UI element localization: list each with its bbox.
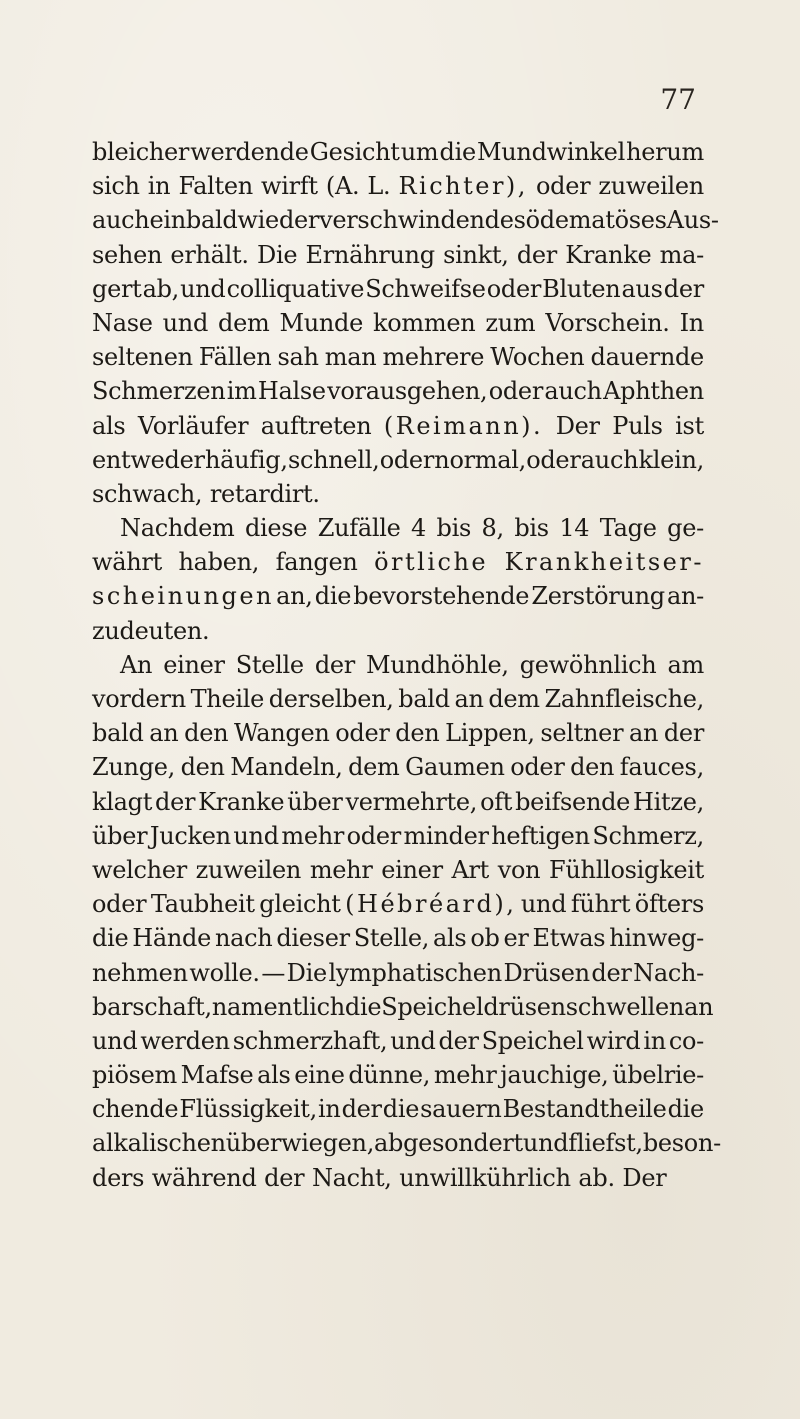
- text-line: [92, 443, 704, 477]
- word: überwiegen,: [225, 1129, 375, 1158]
- word: haben,: [178, 548, 260, 577]
- word: über: [287, 787, 343, 816]
- text-line: [92, 716, 704, 750]
- word: fliefst,: [568, 1129, 643, 1158]
- word: dem: [348, 753, 400, 782]
- word: ist: [675, 411, 704, 440]
- word: namentlich: [211, 992, 345, 1021]
- word: barschaft,: [92, 992, 212, 1021]
- word: bald: [398, 685, 450, 713]
- text-line: [92, 750, 704, 784]
- word: ödematöses: [525, 206, 667, 235]
- text-line: [92, 169, 704, 203]
- text-line: [92, 648, 704, 682]
- word: retardirt.: [209, 479, 320, 508]
- word: chende: [92, 1095, 179, 1124]
- word: dauernde: [590, 343, 704, 372]
- word: Der: [555, 411, 600, 440]
- text-line: [92, 579, 704, 613]
- word: werdende: [190, 138, 309, 166]
- word-gap: [144, 1161, 152, 1195]
- word: welcher: [92, 855, 187, 884]
- word: Bluten: [542, 274, 621, 303]
- word: zuweilen: [195, 855, 302, 884]
- word: dieser: [276, 924, 350, 953]
- word: an,: [276, 582, 313, 611]
- word: Lippen,: [445, 719, 535, 748]
- word: Wochen: [490, 343, 585, 372]
- word: Munde: [279, 308, 364, 337]
- word: Stelle: [235, 650, 304, 679]
- word: Hitze,: [633, 787, 704, 816]
- word: abgesondert: [374, 1129, 523, 1158]
- word: Der: [622, 1163, 667, 1192]
- text-line: [92, 887, 704, 921]
- word: als: [257, 1061, 291, 1090]
- word: (A.: [325, 172, 360, 201]
- word: In: [679, 308, 704, 337]
- word: derselben,: [268, 685, 394, 713]
- word: Jucken: [149, 821, 231, 850]
- word: bevorstehende: [353, 582, 530, 611]
- text-line: [92, 853, 704, 887]
- word: erhält.: [170, 240, 249, 269]
- word: Nacht,: [311, 1163, 392, 1192]
- word: (Hébréard),: [345, 890, 517, 919]
- word: an: [454, 685, 484, 713]
- word: zudeuten.: [92, 616, 210, 645]
- word: Gaumen: [405, 753, 505, 782]
- word: der: [516, 240, 557, 269]
- word: der: [341, 1095, 382, 1124]
- word: Nachdem: [120, 514, 235, 543]
- word: oder: [346, 821, 401, 850]
- word: der: [663, 274, 704, 303]
- word: bis: [514, 514, 549, 543]
- word: bald: [185, 206, 238, 235]
- text-line: [92, 272, 704, 306]
- word: oder: [488, 377, 543, 406]
- word: oder: [526, 445, 581, 474]
- word: minder: [403, 821, 489, 850]
- word-gap: [304, 1161, 312, 1195]
- text-line: [92, 1058, 704, 1092]
- word: oder: [536, 172, 591, 201]
- word: Fällen: [198, 343, 272, 372]
- word-gap: [392, 1161, 400, 1195]
- text-line: [92, 135, 704, 169]
- word: und: [180, 274, 226, 303]
- word: piösem: [92, 1061, 177, 1090]
- word: und: [390, 1026, 436, 1055]
- word: den: [570, 753, 615, 782]
- word: und: [92, 1026, 138, 1055]
- word: einer: [381, 855, 443, 884]
- word: er: [503, 924, 529, 953]
- word: die: [439, 138, 476, 166]
- word: auch: [580, 445, 639, 474]
- word: wirft: [261, 172, 318, 201]
- word: zuweilen: [598, 172, 704, 201]
- paragraph: [92, 135, 719, 511]
- text-line: [92, 1024, 704, 1058]
- word: wieder: [237, 206, 320, 235]
- word: oft: [480, 787, 513, 816]
- word: Vorschein.: [545, 308, 670, 337]
- text-line: [92, 238, 704, 272]
- word: zum: [485, 308, 536, 337]
- text-line: [92, 1092, 704, 1126]
- word: Mundhöhle,: [365, 650, 509, 679]
- word: eine: [294, 1061, 345, 1090]
- word: oder: [486, 274, 542, 303]
- word: Krankheitser-: [504, 548, 704, 577]
- text-line: [92, 956, 704, 990]
- word: schmerzhaft,: [232, 1026, 388, 1055]
- word: um: [400, 138, 439, 166]
- word: Schmerz,: [592, 821, 704, 850]
- word: ob: [470, 924, 500, 953]
- word: der: [663, 719, 704, 748]
- word: schwach,: [92, 479, 203, 508]
- body-text: [92, 135, 721, 1195]
- word: und: [522, 1129, 569, 1158]
- word: der: [438, 1026, 479, 1055]
- word: an: [149, 719, 179, 748]
- word: verschwindendes: [319, 206, 526, 235]
- word: bis: [436, 514, 471, 543]
- word: —: [261, 958, 286, 987]
- word: von: [497, 855, 541, 884]
- word: Nach-: [633, 958, 704, 987]
- word: mehr: [281, 821, 345, 850]
- word: schwellen: [565, 992, 685, 1021]
- word: gewöhnlich: [519, 650, 657, 679]
- word: L.: [367, 172, 391, 201]
- word: dem: [218, 308, 270, 337]
- word: Hände: [132, 924, 212, 953]
- word: Bestandtheile: [502, 1095, 667, 1124]
- word: Schmerzen: [92, 377, 226, 406]
- word: sehen: [92, 240, 163, 269]
- word: Mundwinkel: [477, 138, 625, 166]
- word: ab,: [142, 274, 179, 303]
- word: Die: [257, 240, 298, 269]
- text-line: [92, 511, 704, 545]
- word: unwillkührlich: [399, 1163, 571, 1192]
- word-gap: [202, 477, 210, 511]
- word: Vorläufer: [137, 411, 249, 440]
- word: ders: [92, 1163, 145, 1192]
- word: am: [667, 650, 704, 679]
- word: den: [184, 719, 229, 748]
- word-gap: [257, 1161, 265, 1195]
- word: die: [382, 1095, 420, 1124]
- word: dünne,: [348, 1061, 431, 1090]
- word: oder: [92, 890, 147, 919]
- word: co-: [668, 1026, 704, 1055]
- word: ein: [149, 206, 186, 235]
- word: Taubheit: [150, 890, 255, 919]
- text-line: [92, 374, 704, 408]
- text-line: [92, 921, 704, 955]
- word: im: [226, 377, 257, 406]
- word: vordern: [92, 685, 186, 713]
- word: Kranke: [198, 787, 285, 816]
- word: seltner: [540, 719, 624, 748]
- word: Richter),: [398, 172, 528, 201]
- word: und: [233, 821, 279, 850]
- word: Schweifse: [365, 274, 486, 303]
- word: mehr: [433, 1061, 497, 1090]
- word: während: [151, 1163, 257, 1192]
- word: der: [314, 650, 355, 679]
- word: alkalischen: [92, 1129, 226, 1158]
- word: beson-: [642, 1129, 721, 1158]
- word: Ernährung: [305, 240, 435, 269]
- paragraph: [92, 511, 704, 648]
- word: die: [92, 924, 129, 953]
- word: fangen: [275, 548, 358, 577]
- text-line: [92, 545, 704, 579]
- word: lymphatischen: [328, 958, 502, 987]
- word: auch: [92, 206, 150, 235]
- text-line: [92, 477, 704, 511]
- word: 4: [411, 514, 427, 543]
- word: beifsende: [515, 787, 631, 816]
- word: einer: [163, 650, 225, 679]
- word: vorausgehen,: [327, 377, 488, 406]
- word: auch: [544, 377, 602, 406]
- word: Wangen: [233, 719, 330, 748]
- word: der: [155, 787, 196, 816]
- word-gap: [571, 1161, 579, 1195]
- word: an: [684, 992, 714, 1021]
- word: Speicheldrüsen: [381, 992, 566, 1021]
- word: Drüsen: [503, 958, 590, 987]
- word: währt: [92, 548, 162, 577]
- text-line: [92, 340, 704, 374]
- word: an: [628, 719, 659, 748]
- word: werden: [140, 1026, 230, 1055]
- word: kommen: [373, 308, 476, 337]
- word: dem: [488, 685, 540, 713]
- word: Halse: [257, 377, 326, 406]
- word: Theile: [190, 685, 265, 713]
- word: aus: [621, 274, 663, 303]
- word: nehmen: [92, 958, 188, 987]
- word: entweder: [92, 445, 205, 474]
- word: und: [520, 890, 567, 919]
- word: diese: [244, 514, 308, 543]
- word: sah: [277, 343, 319, 372]
- word: wird: [586, 1026, 641, 1055]
- word: Stelle,: [353, 924, 430, 953]
- word: An: [120, 650, 153, 679]
- word: klein,: [638, 445, 704, 474]
- word: die: [344, 992, 382, 1021]
- text-line: [92, 990, 714, 1024]
- word: schnell,: [287, 445, 380, 474]
- word: Tage: [599, 514, 657, 543]
- word: gleicht: [259, 890, 341, 919]
- paragraph: [92, 648, 721, 1195]
- word: Aphthen: [603, 377, 704, 406]
- word: örtliche: [374, 548, 489, 577]
- word: übelrie-: [612, 1061, 704, 1090]
- word: den: [395, 719, 440, 748]
- word: auftreten: [260, 411, 372, 440]
- word: Mandeln,: [230, 753, 343, 782]
- word: in: [317, 1095, 341, 1124]
- word: und: [162, 308, 209, 337]
- word: normal,: [434, 445, 526, 474]
- word: über: [92, 821, 148, 850]
- word: ma-: [659, 240, 704, 269]
- word: führt: [570, 890, 631, 919]
- word: Speichel: [481, 1026, 584, 1055]
- text-line: [92, 614, 704, 648]
- word: gert: [92, 274, 142, 303]
- word: der: [591, 958, 632, 987]
- word: Fühllosigkeit: [549, 855, 704, 884]
- text-line: [92, 819, 704, 853]
- word: heftigen: [491, 821, 590, 850]
- word: colliquative: [226, 274, 365, 303]
- page-number: 77: [660, 83, 696, 116]
- word: die: [314, 582, 352, 611]
- word: vermehrte,: [345, 787, 478, 816]
- word: Flüssigkeit,: [179, 1095, 317, 1124]
- word: oder: [379, 445, 434, 474]
- word: Art: [451, 855, 490, 884]
- text-line: [92, 203, 719, 237]
- word-gap: [615, 1161, 623, 1195]
- word: hinweg-: [609, 924, 704, 953]
- word: sauern: [420, 1095, 502, 1124]
- word: an-: [666, 582, 704, 611]
- word: sich: [92, 172, 140, 201]
- word: nach: [214, 924, 273, 953]
- word: jauchige,: [500, 1061, 609, 1090]
- word: Zahnfleische,: [544, 685, 704, 713]
- text-line: [92, 682, 704, 716]
- word: mehr: [309, 855, 373, 884]
- word: ab.: [578, 1163, 615, 1192]
- word: Gesicht: [309, 138, 400, 166]
- word: wolle.: [189, 958, 260, 987]
- word: herum: [626, 138, 704, 166]
- word: bleicher: [92, 138, 190, 166]
- word: fauces,: [619, 753, 704, 782]
- word: 14: [559, 514, 590, 543]
- word: seltenen: [92, 343, 193, 372]
- word: häufig,: [204, 445, 288, 474]
- word: als: [92, 411, 126, 440]
- word: scheinungen: [92, 582, 274, 611]
- word: oder: [510, 753, 565, 782]
- text-line: [92, 409, 704, 443]
- word: Nase: [92, 308, 153, 337]
- word: man: [324, 343, 377, 372]
- word: Zunge,: [92, 753, 175, 782]
- word: ge-: [667, 514, 704, 543]
- text-line: [92, 785, 704, 819]
- word: Falten: [178, 172, 253, 201]
- word: (Reimann).: [383, 411, 544, 440]
- word: Mafse: [180, 1061, 254, 1090]
- text-line: [92, 1126, 721, 1160]
- word: in: [643, 1026, 666, 1055]
- word: oder: [335, 719, 390, 748]
- text-line: [92, 1161, 704, 1195]
- word: Die: [286, 958, 327, 987]
- word: Zerstörung: [531, 582, 665, 611]
- word: sinkt,: [443, 240, 509, 269]
- word: bald: [92, 719, 144, 748]
- word: der: [264, 1163, 305, 1192]
- text-line: [92, 306, 704, 340]
- word: Etwas: [532, 924, 606, 953]
- word: mehrere: [382, 343, 485, 372]
- word: in: [147, 172, 171, 201]
- word: Kranke: [565, 240, 652, 269]
- word: als: [433, 924, 467, 953]
- word: öfters: [634, 890, 704, 919]
- word: 8,: [481, 514, 504, 543]
- word: klagt: [92, 787, 153, 816]
- word: Puls: [612, 411, 663, 440]
- word: Zufälle: [317, 514, 401, 543]
- word: den: [180, 753, 225, 782]
- word: die: [667, 1095, 704, 1124]
- word: Aus-: [666, 206, 719, 235]
